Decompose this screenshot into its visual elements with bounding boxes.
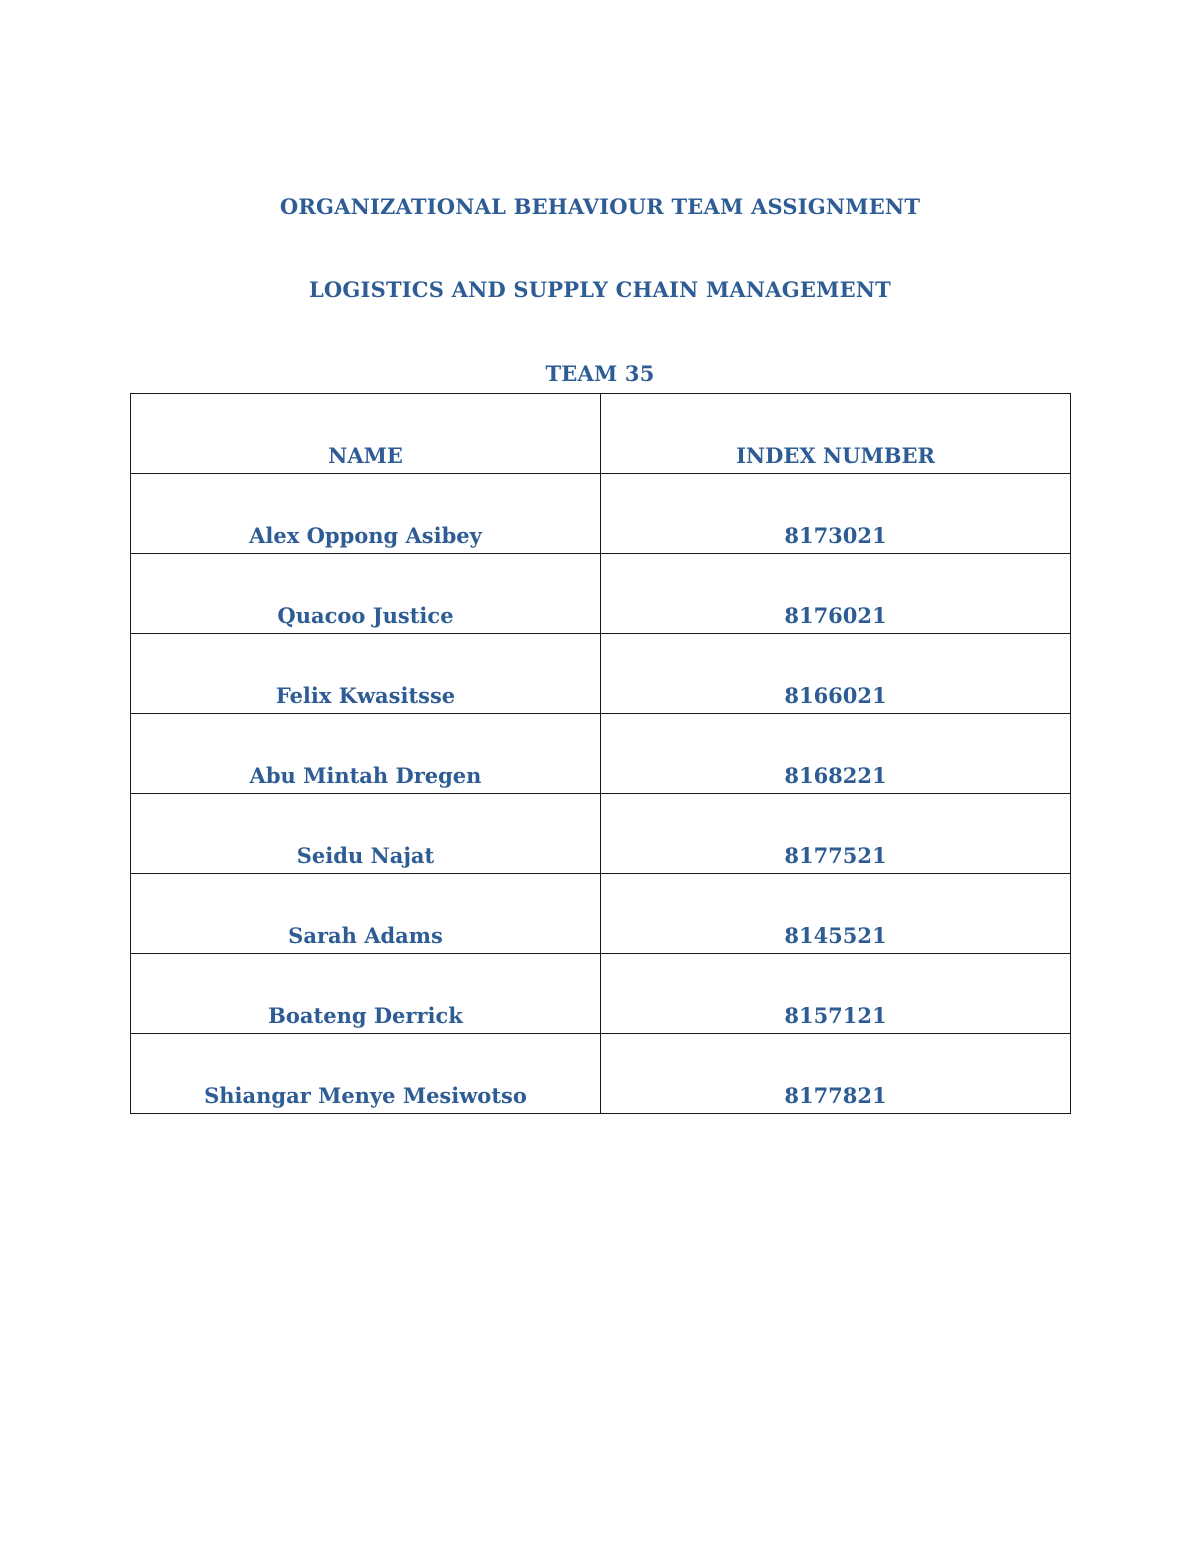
program-name: LOGISTICS AND SUPPLY CHAIN MANAGEMENT [308,277,892,302]
table-row [131,714,1071,794]
member-index: 8177521 [601,794,1071,874]
table-row [131,794,1071,874]
team-members-table [130,393,1071,1114]
member-name: Shiangar Menye Mesiwotso [131,1034,601,1114]
table-header-row [131,394,1071,474]
table-row [131,474,1071,554]
table-row [131,954,1071,1034]
member-index: 8176021 [601,554,1071,634]
member-name: Felix Kwasitsse [131,634,601,714]
member-name: Seidu Najat [131,794,601,874]
member-name: Sarah Adams [131,874,601,954]
member-index: 8145521 [601,874,1071,954]
column-header-name: NAME [131,394,601,474]
member-index: 8157121 [601,954,1071,1034]
team-label: TEAM 35 [545,361,655,386]
member-index: 8177821 [601,1034,1071,1114]
member-name: Abu Mintah Dregen [131,714,601,794]
member-name: Quacoo Justice [131,554,601,634]
member-index: 8173021 [601,474,1071,554]
document-title: ORGANIZATIONAL BEHAVIOUR TEAM ASSIGNMENT [279,194,921,219]
member-name: Boateng Derrick [131,954,601,1034]
table-row [131,554,1071,634]
member-index: 8168221 [601,714,1071,794]
table-row [131,874,1071,954]
member-index: 8166021 [601,634,1071,714]
table-row [131,1034,1071,1114]
column-header-index: INDEX NUMBER [601,394,1071,474]
member-name: Alex Oppong Asibey [131,474,601,554]
table-row [131,634,1071,714]
